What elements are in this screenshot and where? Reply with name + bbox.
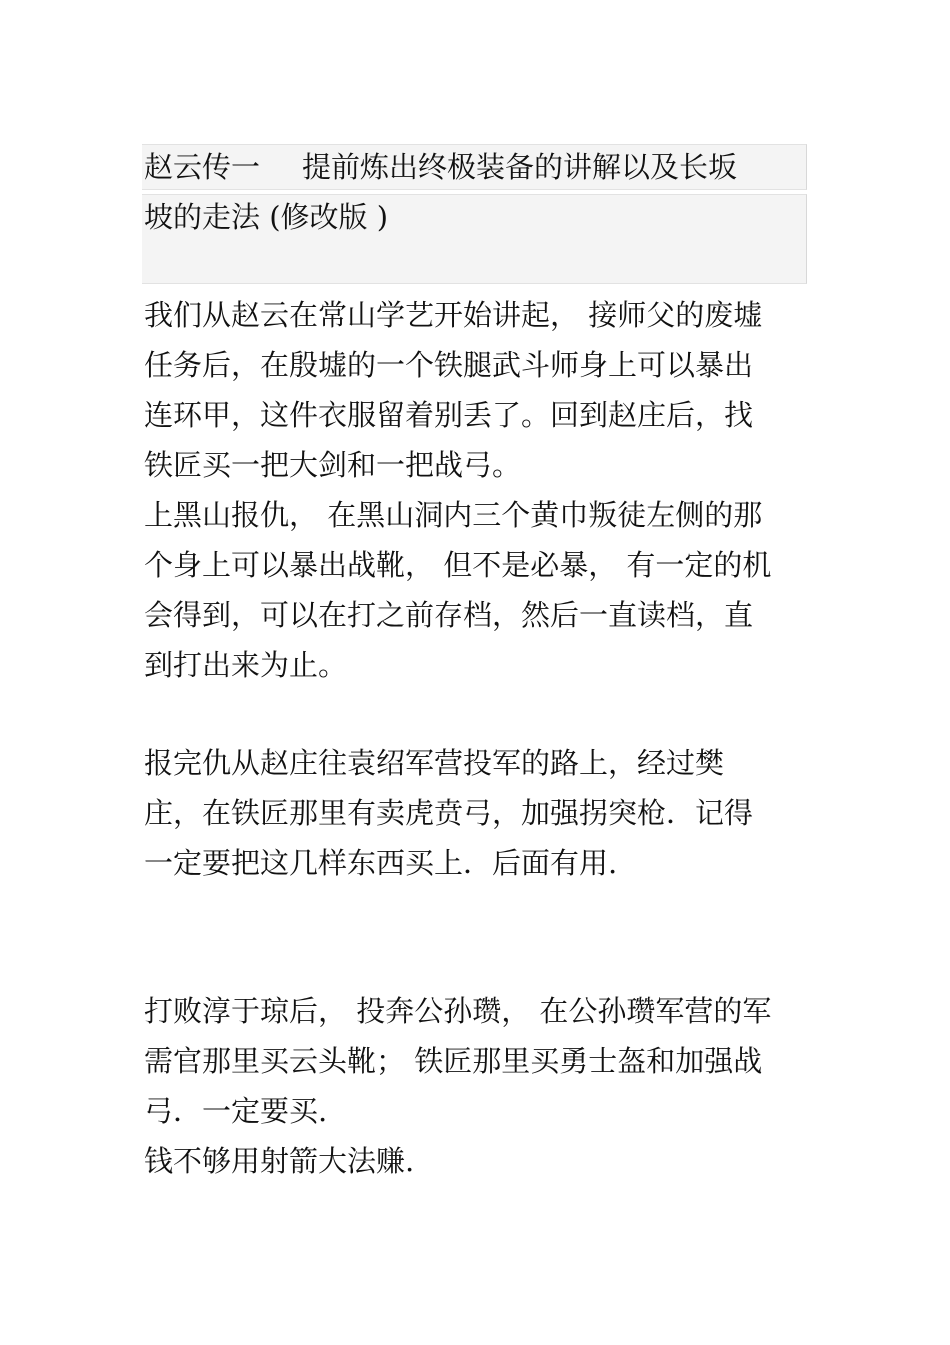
text-line: 打败淳于琼后， 投奔公孙瓒， 在公孙瓒军营的军 (144, 994, 772, 1028)
text-line: 会得到，可以在打之前存档，然后一直读档，直 (144, 598, 754, 632)
text-line: 连环甲，这件衣服留着别丢了。回到赵庄后，找 (144, 398, 754, 432)
text-line: 一定要把这几样东西买上．后面有用. (144, 846, 618, 880)
text-line: 需官那里买云头靴； 铁匠那里买勇士盔和加强战 (144, 1044, 763, 1078)
text-line: 报完仇从赵庄往袁绍军营投军的路上，经过樊 (144, 746, 725, 780)
paragraph-1 (144, 290, 804, 690)
text-line: 弓．一定要买. (144, 1094, 328, 1128)
paragraph-2 (144, 738, 804, 888)
text-line: 到打出来为止。 (144, 648, 348, 682)
title-line-2 (142, 194, 807, 284)
text-line: 庄，在铁匠那里有卖虎贲弓，加强拐突枪．记得 (144, 796, 754, 830)
paragraph-3 (144, 986, 804, 1186)
title-line-1 (142, 144, 807, 190)
text-line: 任务后，在殷墟的一个铁腿武斗师身上可以暴出 (144, 348, 754, 382)
text-line: 我们从赵云在常山学艺开始讲起， 接师父的废墟 (144, 298, 763, 332)
text-line: 钱不够用射箭大法赚. (144, 1144, 415, 1178)
text-line: 铁匠买一把大剑和一把战弓。 (144, 448, 522, 482)
title-main: 提前炼出终极装备的讲解以及长坂 (302, 150, 738, 184)
title-series: 赵云传一 (144, 150, 261, 184)
text-line: 上黑山报仇， 在黑山洞内三个黄巾叛徒左侧的那 (144, 498, 763, 532)
text-line: 个身上可以暴出战靴， 但不是必暴， 有一定的机 (144, 548, 772, 582)
title-continuation: 坡的走法 (修改版 ) (144, 200, 389, 234)
title-block (142, 144, 807, 284)
